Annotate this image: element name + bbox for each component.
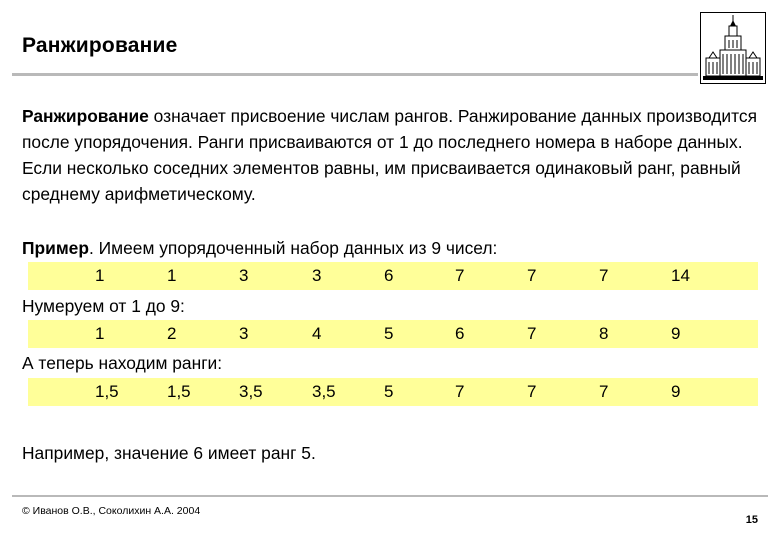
slide-title: Ранжирование (22, 34, 178, 57)
footer-divider (12, 495, 768, 497)
table-cell: 3,5 (239, 382, 263, 401)
data-row-numbers (28, 320, 758, 348)
table-cell: 1,5 (95, 382, 119, 401)
conclusion-text: Например, значение 6 имеет ранг 5. (22, 443, 316, 463)
table-cell: 9 (671, 382, 681, 401)
definition-paragraph (22, 103, 757, 207)
numbering-label: Нумеруем от 1 до 9: (22, 296, 185, 316)
table-cell: 1 (95, 324, 105, 343)
definition-term: Ранжирование (22, 106, 149, 126)
example-text: . Имеем упорядоченный набор данных из 9 чисел: (88, 238, 498, 258)
table-cell: 6 (384, 266, 394, 285)
table-cell: 3 (239, 324, 249, 343)
university-building-icon (700, 12, 766, 84)
table-cell: 7 (527, 266, 537, 285)
table-cell: 1 (95, 266, 105, 285)
title-divider (12, 73, 698, 76)
table-cell: 5 (384, 324, 394, 343)
data-row-ranks (28, 378, 758, 406)
table-cell: 7 (599, 382, 609, 401)
table-cell: 7 (455, 382, 465, 401)
ranks-label: А теперь находим ранги: (22, 353, 223, 373)
table-cell: 14 (671, 266, 690, 285)
table-cell: 2 (167, 324, 177, 343)
data-row-values (28, 262, 758, 290)
table-cell: 3 (312, 266, 322, 285)
definition-text: означает присвоение числам рангов. Ранжирование данных производится после упорядочения. Ранги присваиваются от 1 до последнего номера в наборе данных. Если несколько соседних элементов равны, им присваивается одинаковый ранг, равный среднему арифметическому. (22, 106, 757, 204)
table-cell: 3,5 (312, 382, 336, 401)
table-cell: 7 (527, 382, 537, 401)
table-cell: 7 (527, 324, 537, 343)
page-number: 15 (745, 514, 758, 526)
table-cell: 3 (239, 266, 249, 285)
table-cell: 7 (455, 266, 465, 285)
example-label: Пример (22, 238, 89, 258)
table-cell: 1 (167, 266, 177, 285)
table-cell: 8 (599, 324, 609, 343)
example-intro (22, 236, 497, 260)
table-cell: 4 (312, 324, 322, 343)
table-cell: 6 (455, 324, 465, 343)
table-cell: 7 (599, 266, 609, 285)
copyright-notice: © Иванов О.В., Соколихин А.А. 2004 (22, 505, 201, 517)
table-cell: 9 (671, 324, 681, 343)
table-cell: 1,5 (167, 382, 191, 401)
table-cell: 5 (384, 382, 394, 401)
